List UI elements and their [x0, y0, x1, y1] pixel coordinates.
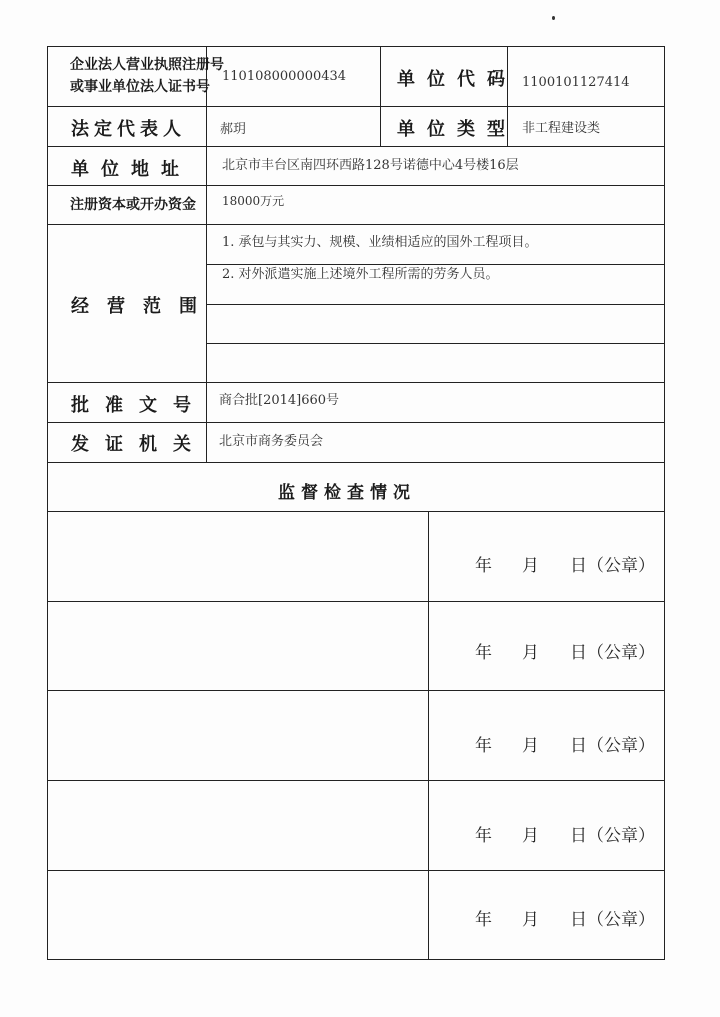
approval-no-value: 商合批[2014]660号	[219, 393, 340, 408]
row-divider	[47, 185, 665, 186]
row-divider	[47, 422, 665, 423]
year-label: 年	[475, 736, 492, 756]
row-divider	[47, 690, 665, 691]
row-divider	[47, 106, 665, 107]
reg-no-label-line2: 或事业单位法人证书号	[70, 79, 210, 95]
year-label: 年	[475, 910, 492, 930]
row-divider	[47, 462, 665, 463]
legal-rep-value: 郝玥	[220, 122, 247, 137]
scope-line-divider	[206, 343, 665, 344]
supervision-title: 监督检查情况	[278, 483, 416, 503]
day-seal-label: 日（公章）	[570, 826, 655, 846]
address-value: 北京市丰台区南四环西路128号诺德中心4号楼16层	[222, 158, 519, 173]
month-label: 月	[522, 643, 539, 663]
column-divider	[380, 46, 381, 146]
row-divider	[47, 601, 665, 602]
row-divider	[47, 870, 665, 871]
address-label: 单位地址	[71, 159, 191, 180]
capital-label: 注册资本或开办资金	[70, 197, 196, 213]
scope-line-2: 2. 对外派遣实施上述境外工程所需的劳务人员。	[222, 267, 499, 282]
year-label: 年	[475, 643, 492, 663]
capital-value: 18000万元	[222, 194, 285, 208]
day-seal-label: 日（公章）	[570, 556, 655, 576]
reg-no-label-line1: 企业法人营业执照注册号	[70, 57, 224, 73]
reg-no-value: 110108000000434	[222, 69, 347, 84]
legal-rep-label: 法定代表人	[71, 119, 186, 140]
org-code-value: 1100101127414	[522, 75, 630, 90]
month-label: 月	[522, 826, 539, 846]
org-code-label: 单位代码	[397, 69, 517, 90]
row-divider	[47, 382, 665, 383]
issuer-value: 北京市商务委员会	[219, 434, 324, 449]
month-label: 月	[522, 556, 539, 576]
row-divider	[47, 780, 665, 781]
month-label: 月	[522, 910, 539, 930]
year-label: 年	[475, 556, 492, 576]
day-seal-label: 日（公章）	[570, 643, 655, 663]
year-label: 年	[475, 826, 492, 846]
month-label: 月	[522, 736, 539, 756]
org-type-value: 非工程建设类	[522, 121, 601, 136]
approval-no-label: 批准文号	[71, 395, 207, 416]
row-divider	[47, 511, 665, 512]
scope-label: 经营范围	[71, 296, 215, 317]
column-divider	[428, 511, 429, 960]
org-type-label: 单位类型	[397, 119, 517, 140]
scope-line-divider	[206, 304, 665, 305]
issuer-label: 发证机关	[71, 434, 207, 455]
scan-speck	[552, 16, 555, 20]
day-seal-label: 日（公章）	[570, 910, 655, 930]
scope-line-1: 1. 承包与其实力、规模、业绩相适应的国外工程项目。	[222, 235, 538, 250]
day-seal-label: 日（公章）	[570, 736, 655, 756]
reg-no-label	[70, 54, 224, 98]
row-divider	[47, 224, 665, 225]
row-divider	[47, 146, 665, 147]
